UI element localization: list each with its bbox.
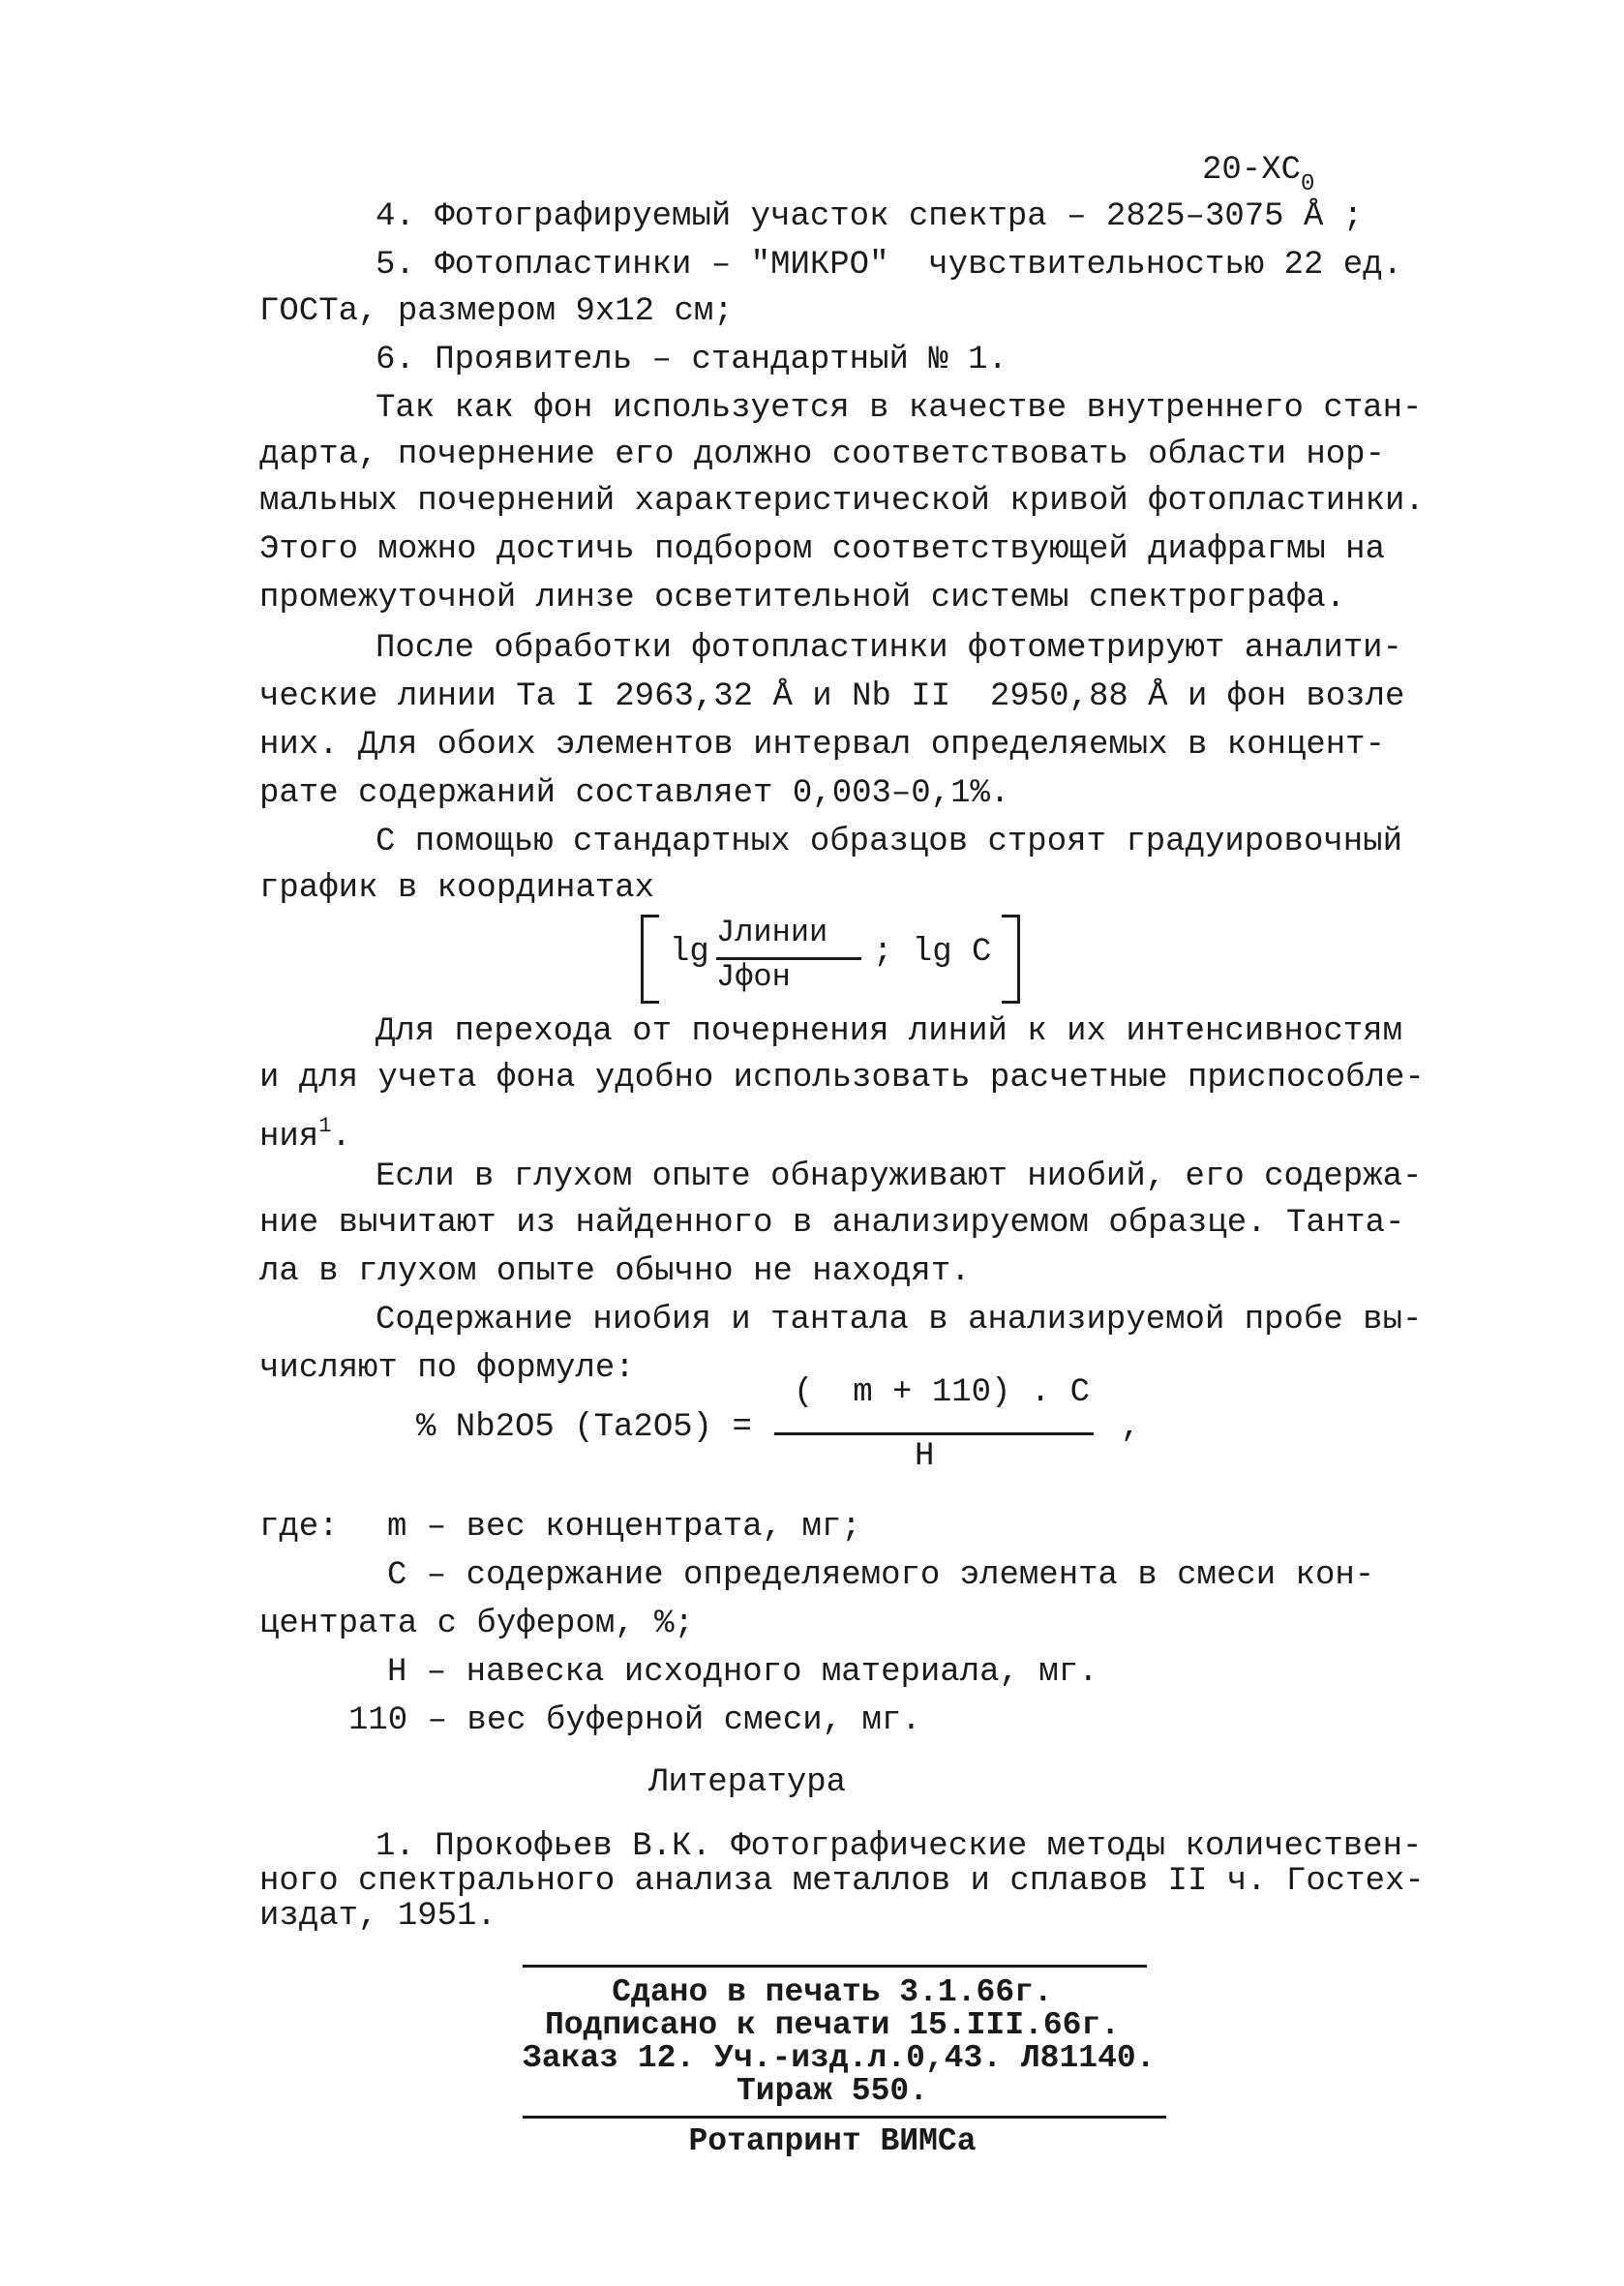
imprint-bottom-rule (523, 2116, 1166, 2119)
fraction-numerator: Jлинии (716, 915, 828, 950)
para1-line: Этого можно достичь подбором соответствующей диафрагмы на (259, 531, 1385, 568)
formula-lhs: % Nb2O5 (Ta2O5) = (416, 1409, 752, 1446)
legend-c-line1: С – содержание определяемого элемента в смеси кон- (387, 1557, 1375, 1594)
item-4: 4. Фотографируемый участок спектра – 2825–3075 Å ; (376, 198, 1364, 235)
formula-numerator: ( m + 110) . C (794, 1374, 1091, 1411)
fraction-denominator: Jфон (716, 959, 791, 995)
para2-line: рате содержаний составляет 0,003–0,1%. (259, 775, 1010, 812)
item-5-line2: ГОСТа, размером 9х12 см; (259, 293, 734, 330)
para1-line: промежуточной линзе осветительной системы спектрографа. (259, 580, 1346, 617)
item-5-line1: 5. Фотопластинки – "МИКРО" чувствительностью 22 ед. (376, 247, 1402, 284)
para2-line: ческие линии Та I 2963,32 Å и Nb II 2950,88 Å и фон возле (259, 678, 1405, 715)
para1-line: Так как фон используется в качестве внутреннего стан- (376, 390, 1423, 427)
formula-fraction-bar (774, 1432, 1094, 1435)
formula-denominator: Н (915, 1438, 935, 1475)
para5-line: ние вычитают из найденного в анализируемом образце. Тантa- (259, 1205, 1405, 1242)
para3-line: С помощью стандартных образцов строят градуировочный (376, 824, 1402, 860)
para3-line: график в координатах (259, 870, 655, 907)
coordinates-formula (641, 915, 1020, 1000)
imprint-line: Заказ 12. Уч.-изд.л.0,43. Л81140. (523, 2040, 1156, 2076)
imprint-line: Тираж 550. (736, 2073, 929, 2109)
para4-line-footnote: ния$^1$. (259, 1114, 351, 1156)
formula-rest: ; lg C (873, 934, 992, 971)
legend-where: где: (259, 1509, 339, 1546)
imprint-top-rule (523, 1965, 1147, 1968)
reference-line: 1. Прокофьев В.К. Фотографические методы количествен- (376, 1828, 1423, 1865)
para6-line: числяют по формуле: (259, 1350, 635, 1387)
left-bracket (641, 915, 659, 1004)
para5-line: Если в глухом опыте обнаруживают ниобий, его содержа- (376, 1158, 1423, 1195)
para2-line: После обработки фотопластинки фотометрируют аналити- (376, 630, 1402, 667)
para2-line: них. Для обоих элементов интервал определяемых в концент- (259, 727, 1385, 764)
para1-line: дарта, почернение его должно соответствовать области нор- (259, 436, 1385, 473)
imprint-line: Подписано к печати 15.III.66г. (544, 2007, 1121, 2043)
reference-line: издат, 1951. (259, 1898, 496, 1935)
footnote-marker: 1 (318, 1114, 332, 1138)
para5-line: ла в глухом опыте обычно не находят. (259, 1253, 971, 1290)
legend-buffer: 110 – вес буферной смеси, мг. (348, 1702, 921, 1739)
para6-line: Содержание ниобия и тантала в анализируемой пробе вы- (376, 1302, 1423, 1339)
document-code: $20-ХС_0$ (1202, 152, 1315, 197)
para4-line: Для перехода от почернения линий к их интенсивностям (376, 1013, 1402, 1050)
imprint-line: Сдано в печать 3.1.66г. (612, 1974, 1053, 2010)
para4-line: и для учета фона удобно использовать расчетные приспособле- (259, 1060, 1425, 1097)
content-formula (416, 1374, 1152, 1490)
legend-m: m – вес концентрата, мг; (387, 1509, 861, 1546)
item-6: 6. Проявитель – стандартный № 1. (376, 342, 1007, 378)
formula-comma: , (1121, 1409, 1141, 1446)
right-bracket (1002, 915, 1020, 1004)
reference-line: ного спектрального анализа металлов и сплавов II ч. Гостех- (259, 1863, 1425, 1900)
para1-line: мальных почернений характеристической кривой фотопластинки. (259, 483, 1425, 520)
lg-symbol: lg (670, 934, 709, 971)
printer-name: Ротапринт ВИМСа (688, 2123, 977, 2159)
legend-h: Н – навеска исходного материала, мг. (387, 1654, 1098, 1691)
literature-heading: Литература (648, 1764, 847, 1801)
legend-c-line2: центрата с буфером, %; (259, 1606, 694, 1642)
